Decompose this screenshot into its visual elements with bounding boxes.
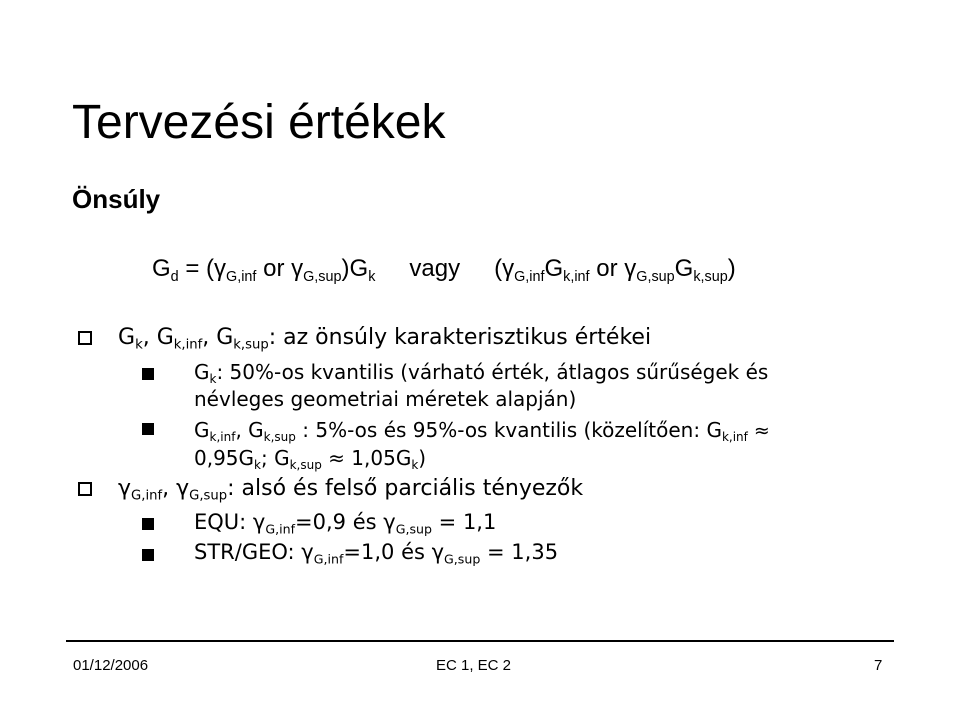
sub: k (254, 458, 261, 473)
filled-square-bullet-icon (142, 368, 154, 380)
sub-bullet-mean-value-line2: névleges geometriai méretek alapján) (194, 387, 577, 411)
formula-connector: vagy (409, 255, 461, 282)
formula-text: )G (341, 255, 369, 282)
slide-title: Tervezési értékek (72, 96, 446, 149)
sub: G,sup (189, 488, 228, 504)
filled-square-bullet-icon (142, 423, 154, 435)
text: ≈ 1,05G (321, 446, 412, 470)
text: = 1,1 (432, 510, 497, 534)
text: : alsó és felső parciális tényezők (227, 476, 584, 501)
text: EQU: γ (194, 510, 266, 534)
filled-square-bullet-icon (142, 549, 154, 561)
slide-subtitle: Önsúly (72, 184, 161, 214)
sub: G,sup (395, 521, 432, 537)
text: ; G (260, 446, 290, 470)
formula-sub: G,inf (514, 269, 545, 286)
text: G (194, 360, 210, 384)
footer-center: EC 1, EC 2 (436, 657, 512, 674)
text: 0,95G (194, 446, 255, 470)
sub: k,inf (173, 337, 203, 353)
hollow-square-bullet-icon (78, 331, 92, 345)
formula-sub: k,sup (693, 269, 728, 286)
sub: k,inf (209, 430, 236, 445)
formula-text: or γ (589, 255, 637, 282)
footer-page-number: 7 (874, 657, 883, 674)
sub: G,inf (313, 551, 344, 567)
sub: G,sup (444, 551, 481, 567)
sub: k,sup (233, 337, 269, 353)
text: STR/GEO: γ (194, 540, 314, 564)
sub: k (209, 372, 217, 387)
text: : 5%-os és 95%-os kvantilis (közelítően: G (295, 418, 722, 442)
bullet-partial-factors (118, 476, 584, 504)
text: , G (235, 418, 264, 442)
text: =1,0 és γ (343, 540, 445, 564)
text: : 50%-os kvantilis (várható érték, átlagos sűrűségek és (216, 360, 769, 384)
bullet-characteristic-values (118, 325, 652, 353)
hollow-square-bullet-icon (78, 482, 92, 496)
design-value-formula (152, 255, 736, 286)
formula-text: G (152, 255, 171, 282)
formula-sub: k,inf (563, 269, 590, 286)
sub-bullet-quantiles (194, 418, 770, 445)
sub: G,inf (131, 488, 163, 504)
sub-bullet-str-geo (194, 540, 559, 567)
sub-bullet-quantiles-line2 (194, 446, 427, 473)
formula-sub: G,sup (636, 269, 675, 286)
formula-text: G (544, 255, 564, 282)
formula-sub: G,inf (226, 269, 257, 286)
sub: k,inf (721, 430, 748, 445)
text: ) (418, 446, 427, 470)
formula-text: ) (727, 255, 736, 282)
footer-divider (66, 640, 894, 642)
approx-sign: ≈ (747, 420, 770, 442)
text: G (194, 418, 210, 442)
filled-square-bullet-icon (142, 518, 154, 530)
sub: k,sup (263, 430, 296, 445)
formula-text: = (γ (178, 255, 227, 282)
formula-sub: G,sup (303, 269, 342, 286)
sub: G,inf (265, 521, 296, 537)
text: : az önsúly karakterisztikus értékei (268, 325, 652, 350)
text: , γ (162, 476, 190, 501)
formula-sub: d (170, 269, 179, 286)
formula-text: (γ (494, 255, 515, 282)
sub-bullet-equ (194, 510, 497, 537)
formula-text: or γ (256, 255, 304, 282)
sub: k (135, 337, 143, 353)
formula-sub: k (368, 269, 376, 286)
text: , G (202, 325, 234, 350)
footer-date: 01/12/2006 (73, 657, 149, 674)
text: G (118, 325, 136, 350)
formula-text: G (674, 255, 694, 282)
sub: k,sup (289, 458, 322, 473)
sub-bullet-mean-value (194, 360, 769, 387)
text: = 1,35 (480, 540, 559, 564)
text: , G (142, 325, 174, 350)
text: =0,9 és γ (295, 510, 396, 534)
text: γ (118, 476, 132, 501)
sub: k (411, 458, 419, 473)
